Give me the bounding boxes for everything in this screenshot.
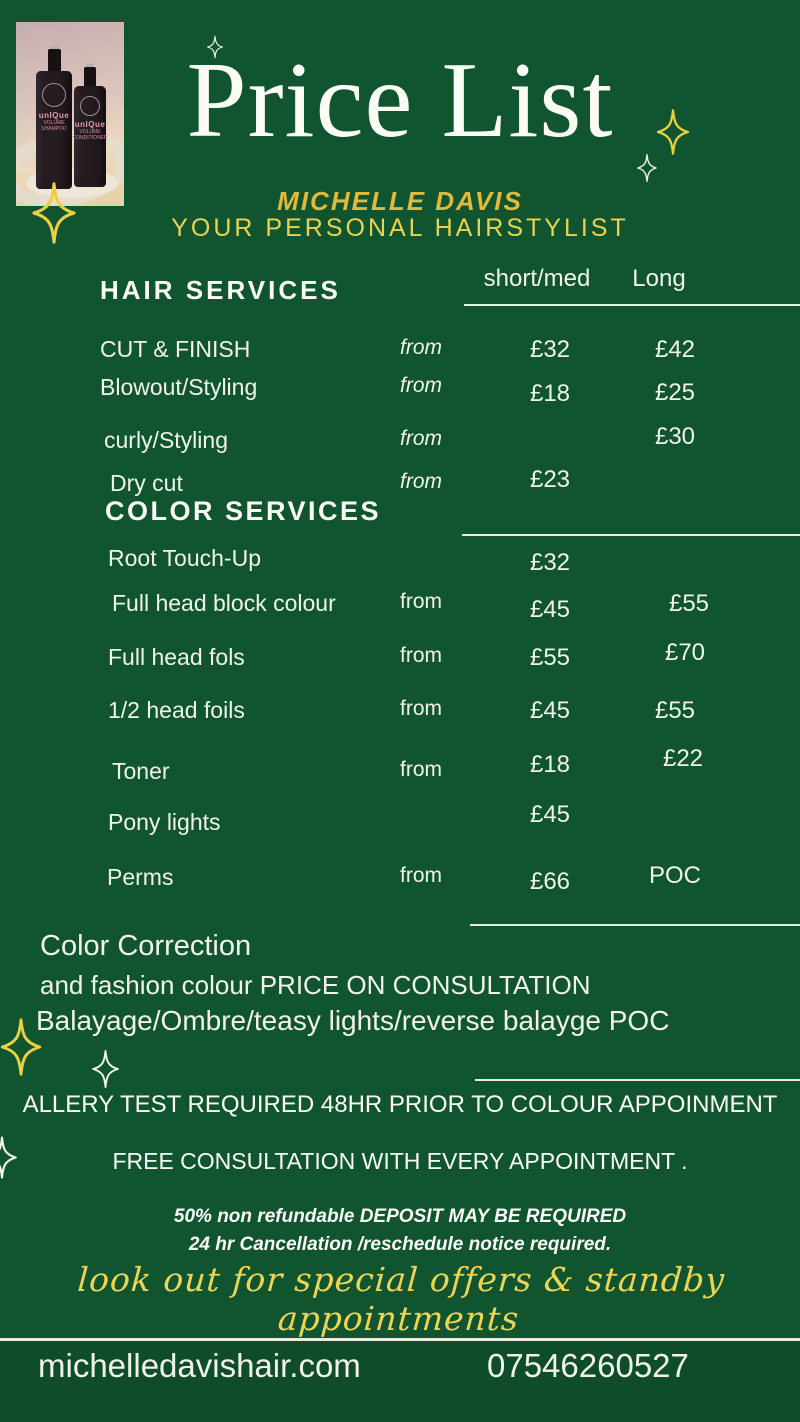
bottle-brand-label: unIQue: [38, 111, 70, 120]
price-long: £55: [668, 590, 710, 617]
deposit-line: 50% non refundable DEPOSIT MAY BE REQUIRED: [173, 1206, 627, 1227]
price-short-med: £32: [529, 549, 571, 576]
balayage-line: Balayage/Ombre/teasy lights/reverse balayge POC: [36, 1005, 670, 1036]
service-label: Root Touch-Up: [108, 545, 261, 571]
table-bottom-line: [470, 924, 800, 926]
bottle-product-label: VOLUME SHAMPOO: [41, 120, 67, 132]
service-row: [0, 374, 800, 407]
service-row: [0, 336, 800, 364]
service-label: Full head fols: [108, 644, 245, 670]
sparkle-icon: [655, 109, 691, 155]
website-text: michelledavishair.com: [38, 1347, 361, 1384]
services-table-header: [0, 265, 800, 305]
color-correction-title: Color Correction: [40, 930, 252, 962]
service-label: curly/Styling: [104, 427, 228, 453]
deposit-cancellation-notice: [0, 1203, 800, 1259]
service-label: Perms: [107, 864, 174, 890]
service-row: [0, 590, 800, 623]
sparkle-icon: [207, 35, 223, 59]
sparkle-icon: [30, 182, 78, 244]
service-row: [0, 545, 800, 576]
footer-divider: [0, 1338, 800, 1341]
service-row: [0, 639, 800, 672]
sparkle-icon: [0, 1134, 17, 1181]
service-row: [0, 423, 800, 455]
service-label: CUT & FINISH: [100, 336, 251, 362]
color-services-heading: COLOR SERVICES: [105, 496, 382, 526]
service-row: [0, 697, 800, 725]
price-short-med: £18: [529, 380, 571, 407]
from-label: from: [400, 427, 442, 450]
stylist-name: MICHELLE DAVIS: [277, 186, 523, 216]
sparkle-icon: [0, 1018, 42, 1076]
price-short-med: £45: [529, 697, 571, 724]
from-label: from: [400, 864, 442, 887]
service-row: [0, 801, 800, 837]
bottle-product-label: VOLUME CONDITIONER: [72, 129, 108, 141]
hair-services-heading: HAIR SERVICES: [100, 275, 341, 305]
service-label: Dry cut: [110, 470, 183, 496]
price-short-med: £45: [529, 801, 571, 828]
column-header-long: Long: [632, 265, 686, 292]
price-short-med: £66: [529, 868, 571, 895]
cancellation-line: 24 hr Cancellation /reschedule notice required.: [188, 1234, 612, 1255]
stylist-tagline: YOUR PERSONAL HAIRSTYLIST: [171, 214, 629, 242]
from-label: from: [400, 644, 442, 667]
sparkle-icon: [637, 150, 657, 186]
service-row: [0, 466, 800, 498]
free-consultation-notice: FREE CONSULTATION WITH EVERY APPOINTMENT .: [112, 1148, 688, 1174]
service-label: Pony lights: [108, 809, 221, 835]
price-long: POC: [648, 862, 701, 889]
service-row: [0, 862, 800, 895]
bottle-brand-label: unIQue: [74, 120, 106, 129]
from-label: from: [400, 697, 442, 720]
price-short-med: £23: [529, 466, 571, 493]
service-label: Blowout/Styling: [100, 374, 258, 400]
page-title: Price List: [186, 41, 614, 160]
price-long: £55: [654, 697, 696, 724]
from-label: from: [400, 336, 442, 359]
from-label: from: [400, 374, 442, 397]
price-short-med: £32: [529, 336, 571, 363]
consultation-divider: [475, 1079, 800, 1081]
price-long: £25: [654, 379, 696, 406]
service-label: 1/2 head foils: [108, 697, 245, 723]
price-long: £42: [654, 336, 696, 363]
price-long: £30: [654, 423, 696, 450]
service-label: Toner: [112, 758, 170, 784]
price-long: £22: [662, 745, 704, 772]
from-label: from: [400, 470, 442, 493]
service-label: Full head block colour: [112, 590, 336, 616]
phone-number-text: 07546260527: [487, 1347, 689, 1384]
column-header-short-med: short/med: [483, 265, 591, 292]
sparkle-icon: [92, 1048, 119, 1090]
service-row: [0, 745, 800, 786]
from-label: from: [400, 758, 442, 781]
from-label: from: [400, 590, 442, 613]
price-short-med: £45: [529, 596, 571, 623]
price-long: £70: [664, 639, 706, 666]
special-offers-script: look out for special offers & standby appointments: [76, 1260, 727, 1338]
color-services-underline: [462, 534, 800, 536]
header-underline: [464, 304, 800, 306]
price-short-med: £55: [529, 644, 571, 671]
color-correction-line: and fashion colour PRICE ON CONSULTATION: [40, 970, 591, 1000]
allergy-test-notice: ALLERY TEST REQUIRED 48HR PRIOR TO COLOUR APPOINMENT: [22, 1091, 778, 1118]
price-short-med: £18: [529, 751, 571, 778]
